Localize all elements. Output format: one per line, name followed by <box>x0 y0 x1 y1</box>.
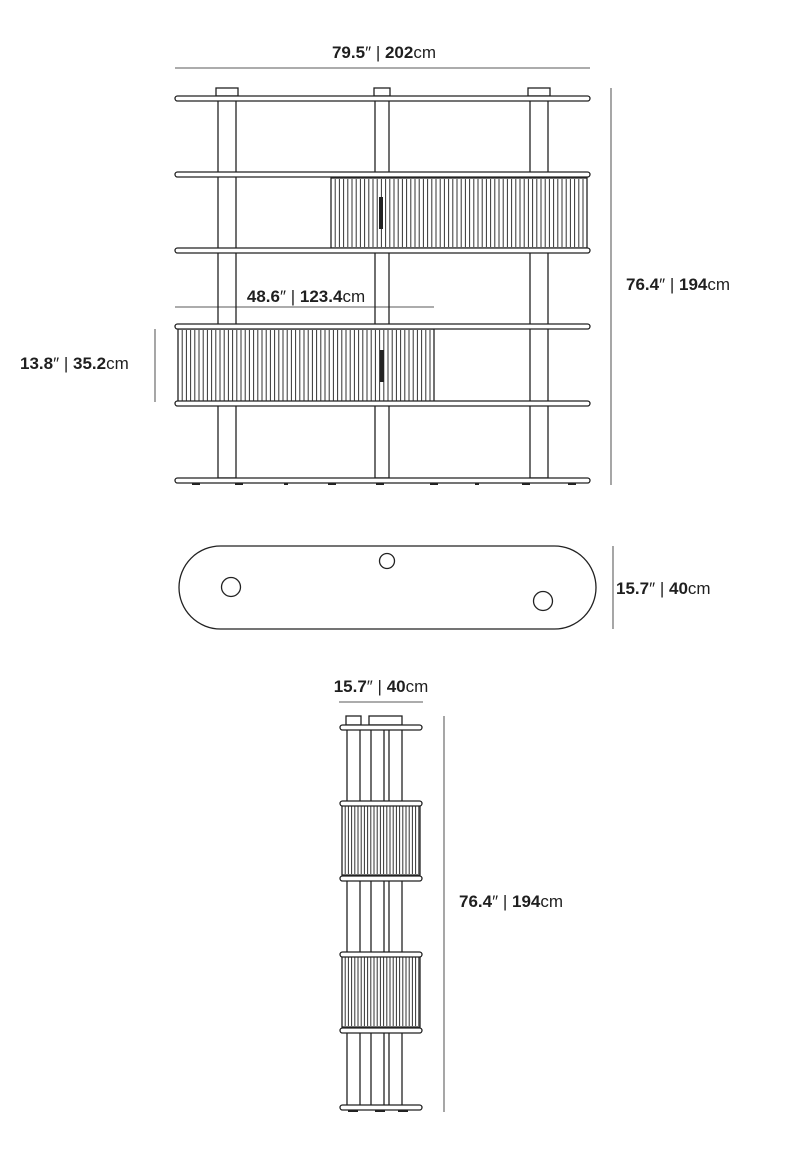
shelf-5 <box>175 401 590 406</box>
side-shelf-3 <box>340 876 422 881</box>
side-post-cap-left <box>346 716 361 725</box>
upper-tambour-door <box>331 178 587 248</box>
upper-door-frame <box>331 178 587 248</box>
right-post-cap <box>528 88 550 96</box>
right-post <box>530 92 548 478</box>
door-height-label: 13.8″ | 35.2cm <box>20 354 129 373</box>
left-post <box>218 92 236 478</box>
top-view-outline <box>179 546 596 629</box>
front-width-label: 79.5″ | 202cm <box>331 43 437 62</box>
shelf-1 <box>175 96 590 101</box>
left-post-cap <box>216 88 238 96</box>
shelf-4 <box>175 324 590 329</box>
top-view-right-post-hole <box>534 592 553 611</box>
upper-door-handle <box>379 197 383 229</box>
side-lower-door <box>342 955 420 1027</box>
side-depth-label: 15.7″ | 40cm <box>333 677 429 696</box>
shelf-base <box>175 478 590 483</box>
side-shelf-base <box>340 1105 422 1110</box>
front-view <box>155 68 611 485</box>
side-shelf-4 <box>340 952 422 957</box>
side-height-label: 76.4″ | 194cm <box>459 892 564 911</box>
top-view-left-post-hole <box>222 578 241 597</box>
front-height-label: 76.4″ | 194cm <box>626 275 731 294</box>
side-shelf-1 <box>340 725 422 730</box>
side-post-right <box>389 726 402 1106</box>
top-view <box>179 546 613 629</box>
shelf-2 <box>175 172 590 177</box>
lower-door-handle <box>380 350 384 382</box>
side-post-left <box>347 726 360 1106</box>
top-depth-label: 15.7″ | 40cm <box>616 579 711 598</box>
side-post-center <box>371 726 384 1106</box>
door-width-label: 48.6″ | 123.4cm <box>246 287 366 306</box>
side-shelf-2 <box>340 801 422 806</box>
shelf-3 <box>175 248 590 253</box>
lower-tambour-door <box>178 329 434 402</box>
side-post-cap-right <box>369 716 402 725</box>
side-view <box>339 702 444 1112</box>
side-shelf-5 <box>340 1028 422 1033</box>
middle-post-cap <box>374 88 390 96</box>
top-view-middle-post-hole <box>380 554 395 569</box>
front-posts <box>216 88 550 478</box>
side-upper-door <box>342 805 420 875</box>
middle-post <box>375 92 389 478</box>
lower-door-frame <box>178 329 434 402</box>
